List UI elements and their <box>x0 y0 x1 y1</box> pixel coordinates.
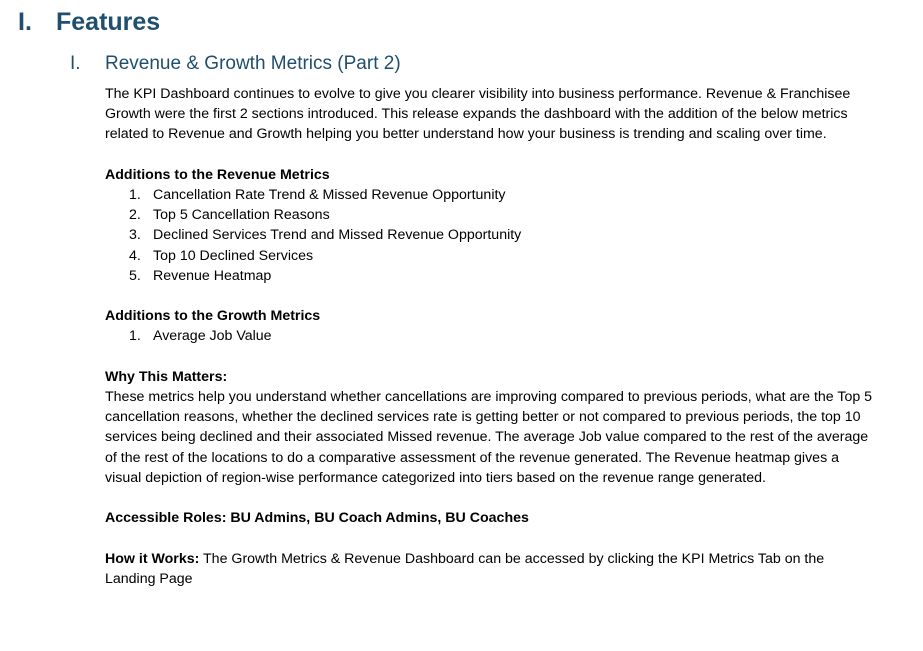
accessible-roles: Accessible Roles: BU Admins, BU Coach Admins, BU Coaches <box>105 510 529 527</box>
list-item-text: Cancellation Rate Trend & Missed Revenue Opportunity <box>153 187 506 203</box>
why-paragraph: These metrics help you understand whether cancellations are improving compared to previous periods, what are the Top 5 cancellation reasons, whether the declined services rate is getting better or not compared to previous periods, the top 10 services being declined and their associated Missed revenue. The average Job value compared to the rest of the average of the rest of the locations to do a comparative assessment of the revenue generated. The Revenue heatmap gives a visual depiction of region-wise performance categorized into tiers based on the revenue range generated. <box>105 389 873 486</box>
revenue-additions-heading: Additions to the Revenue Metrics <box>105 166 330 183</box>
document-body <box>105 84 875 589</box>
why-heading: Why This Matters: <box>105 368 228 385</box>
list-marker: 3. <box>129 227 141 244</box>
list-item-text: Average Job Value <box>153 328 272 345</box>
how-it-works-label: How it Works: <box>105 550 200 567</box>
list-item-text: Revenue Heatmap <box>153 267 272 284</box>
list-marker: 1. <box>129 187 141 203</box>
list-item-text: Top 5 Cancellation Reasons <box>153 207 330 224</box>
subsection-number: I. <box>70 53 81 74</box>
intro-paragraph: The KPI Dashboard continues to evolve to give you clearer visibility into business performance. Revenue & Franchisee Growth were the first 2 sections introduced. This release expands the dashboard with the addition of the below metrics related to Revenue and Growth helping you better understand how your business is trending and scaling over time. <box>105 86 851 143</box>
list-item <box>105 246 875 266</box>
subsection-heading <box>70 53 401 75</box>
revenue-additions-list <box>105 185 875 286</box>
list-marker: 1. <box>129 328 141 345</box>
list-item <box>105 225 875 245</box>
how-it-works-paragraph <box>105 549 875 589</box>
list-item-text: Declined Services Trend and Missed Revenue Opportunity <box>153 227 522 244</box>
list-item <box>105 266 875 286</box>
list-item <box>105 326 875 346</box>
list-item-text: Top 10 Declined Services <box>153 247 314 264</box>
growth-additions-heading: Additions to the Growth Metrics <box>105 308 321 325</box>
how-it-works-text: The Growth Metrics & Revenue Dashboard can be accessed by clicking the KPI Metrics Tab on the Landing Page <box>105 550 825 587</box>
list-marker: 5. <box>129 267 141 284</box>
list-marker: 4. <box>129 247 141 264</box>
subsection-title: Revenue & Growth Metrics (Part 2) <box>105 53 401 74</box>
section-heading <box>18 8 160 37</box>
list-item <box>105 185 875 205</box>
list-item <box>105 205 875 225</box>
list-marker: 2. <box>129 207 141 224</box>
section-number: I. <box>18 8 32 36</box>
section-title: Features <box>56 8 161 36</box>
growth-additions-list <box>105 326 875 346</box>
